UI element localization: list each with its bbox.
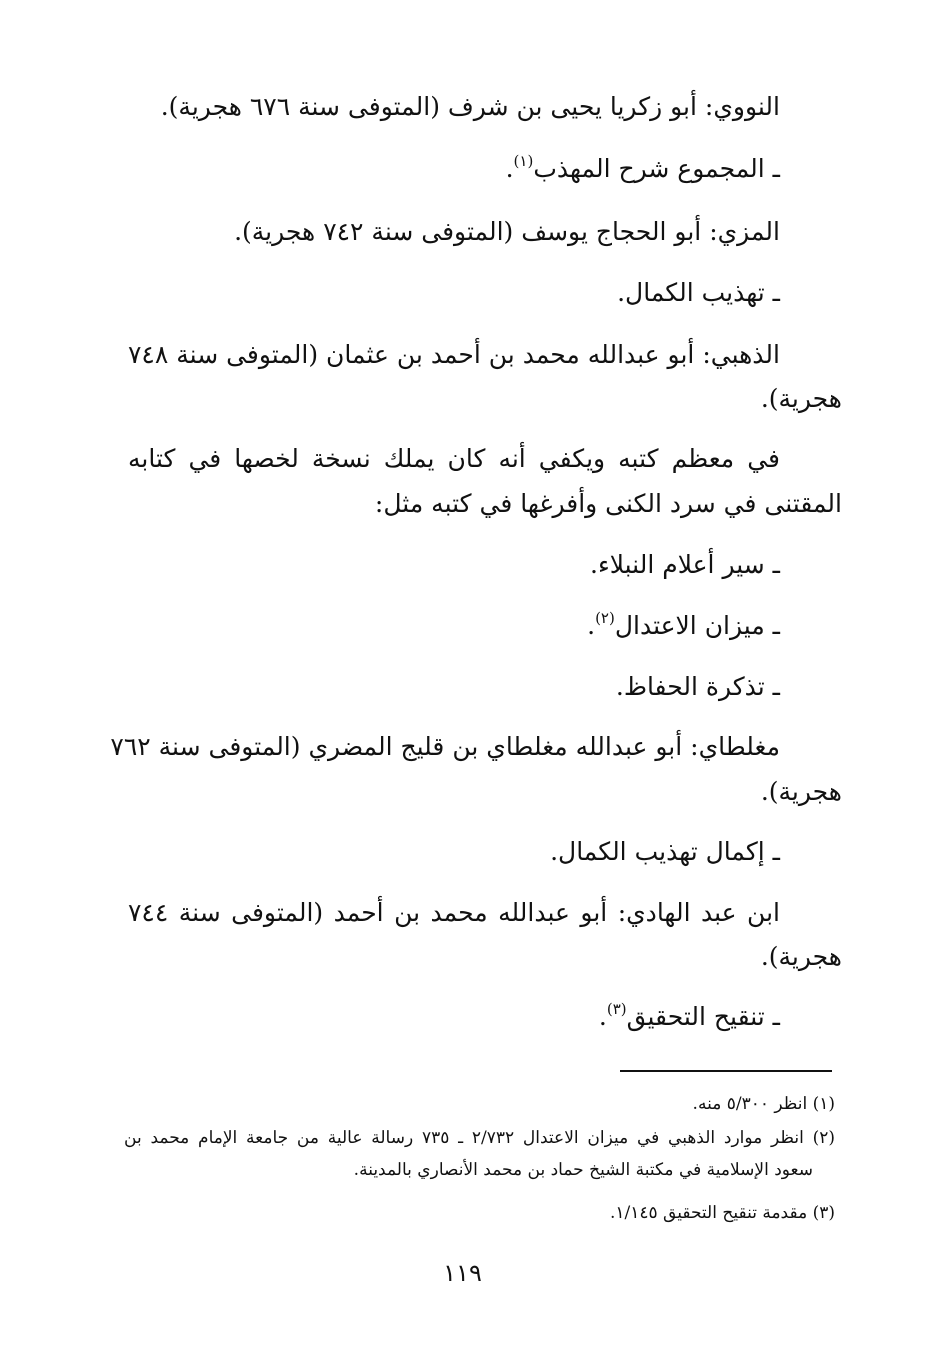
book-majmu-end: . xyxy=(505,154,514,183)
entry-dhahabi-cont: هجرية). xyxy=(760,384,842,413)
book-majmu xyxy=(60,152,780,186)
entry-dhahabi: الذهبي: أبو عبدالله محمد بن أحمد بن عثمان (المتوفى سنة ٧٤٨ xyxy=(128,340,780,369)
book-ikmal: ـ إكمال تهذيب الكمال. xyxy=(550,837,780,866)
footnote-marker-3: (٣) xyxy=(606,1000,627,1018)
book-tadhkira: ـ تذكرة الحفاظ. xyxy=(615,672,780,701)
book-mizan xyxy=(60,609,780,643)
page-number: ١١٩ xyxy=(443,1259,482,1287)
entry-mizzi: المزي: أبو الحجاج يوسف (المتوفى سنة ٧٤٢ هجرية). xyxy=(234,217,780,246)
book-tanqih xyxy=(60,1000,780,1034)
entry-mughaltay-cont: هجرية). xyxy=(760,777,842,806)
dhahabi-paragraph: في معظم كتبه ويكفي أنه كان يملك نسخة لخصها في كتابه xyxy=(128,444,780,473)
footnote-separator xyxy=(620,1070,832,1072)
book-mizan-text: ـ ميزان الاعتدال xyxy=(614,611,780,640)
footnote-2: (٢) انظر موارد الذهبي في ميزان الاعتدال ٢/٧٣٢ ـ ٧٣٥ رسالة عالية من جامعة الإمام محمد بن xyxy=(124,1128,836,1148)
entry-nawawi: النووي: أبو زكريا يحيى بن شرف (المتوفى سنة ٦٧٦ هجرية). xyxy=(160,92,780,121)
book-tahdhib: ـ تهذيب الكمال. xyxy=(617,278,780,307)
entry-ibn-abd-alhadi-cont: هجرية). xyxy=(760,942,842,971)
footnote-marker-2: (٢) xyxy=(595,609,615,627)
book-majmu-text: ـ المجموع شرح المهذب xyxy=(533,154,780,183)
book-tanqih-text: ـ تنقيح التحقيق xyxy=(626,1002,780,1031)
footnote-1: (١) انظر ٥/٣٠٠ منه. xyxy=(692,1094,835,1114)
entry-mughaltay: مغلطاي: أبو عبدالله مغلطاي بن قليج المضري (المتوفى سنة ٧٦٢ xyxy=(110,732,780,761)
footnote-marker-1: (١) xyxy=(513,152,534,170)
book-tanqih-end: . xyxy=(598,1002,607,1031)
footnote-3: (٣) مقدمة تنقيح التحقيق ١/١٤٥. xyxy=(609,1203,835,1223)
book-siyar: ـ سير أعلام النبلاء. xyxy=(590,550,780,579)
footnote-2-cont: سعود الإسلامية في مكتبة الشيخ حماد بن محمد الأنصاري بالمدينة. xyxy=(353,1160,813,1180)
entry-ibn-abd-alhadi: ابن عبد الهادي: أبو عبدالله محمد بن أحمد (المتوفى سنة ٧٤٤ xyxy=(128,898,780,927)
dhahabi-paragraph-cont: المقتنى في سرد الكنى وأفرغها في كتبه مثل: xyxy=(374,489,842,518)
book-mizan-end: . xyxy=(587,611,596,640)
